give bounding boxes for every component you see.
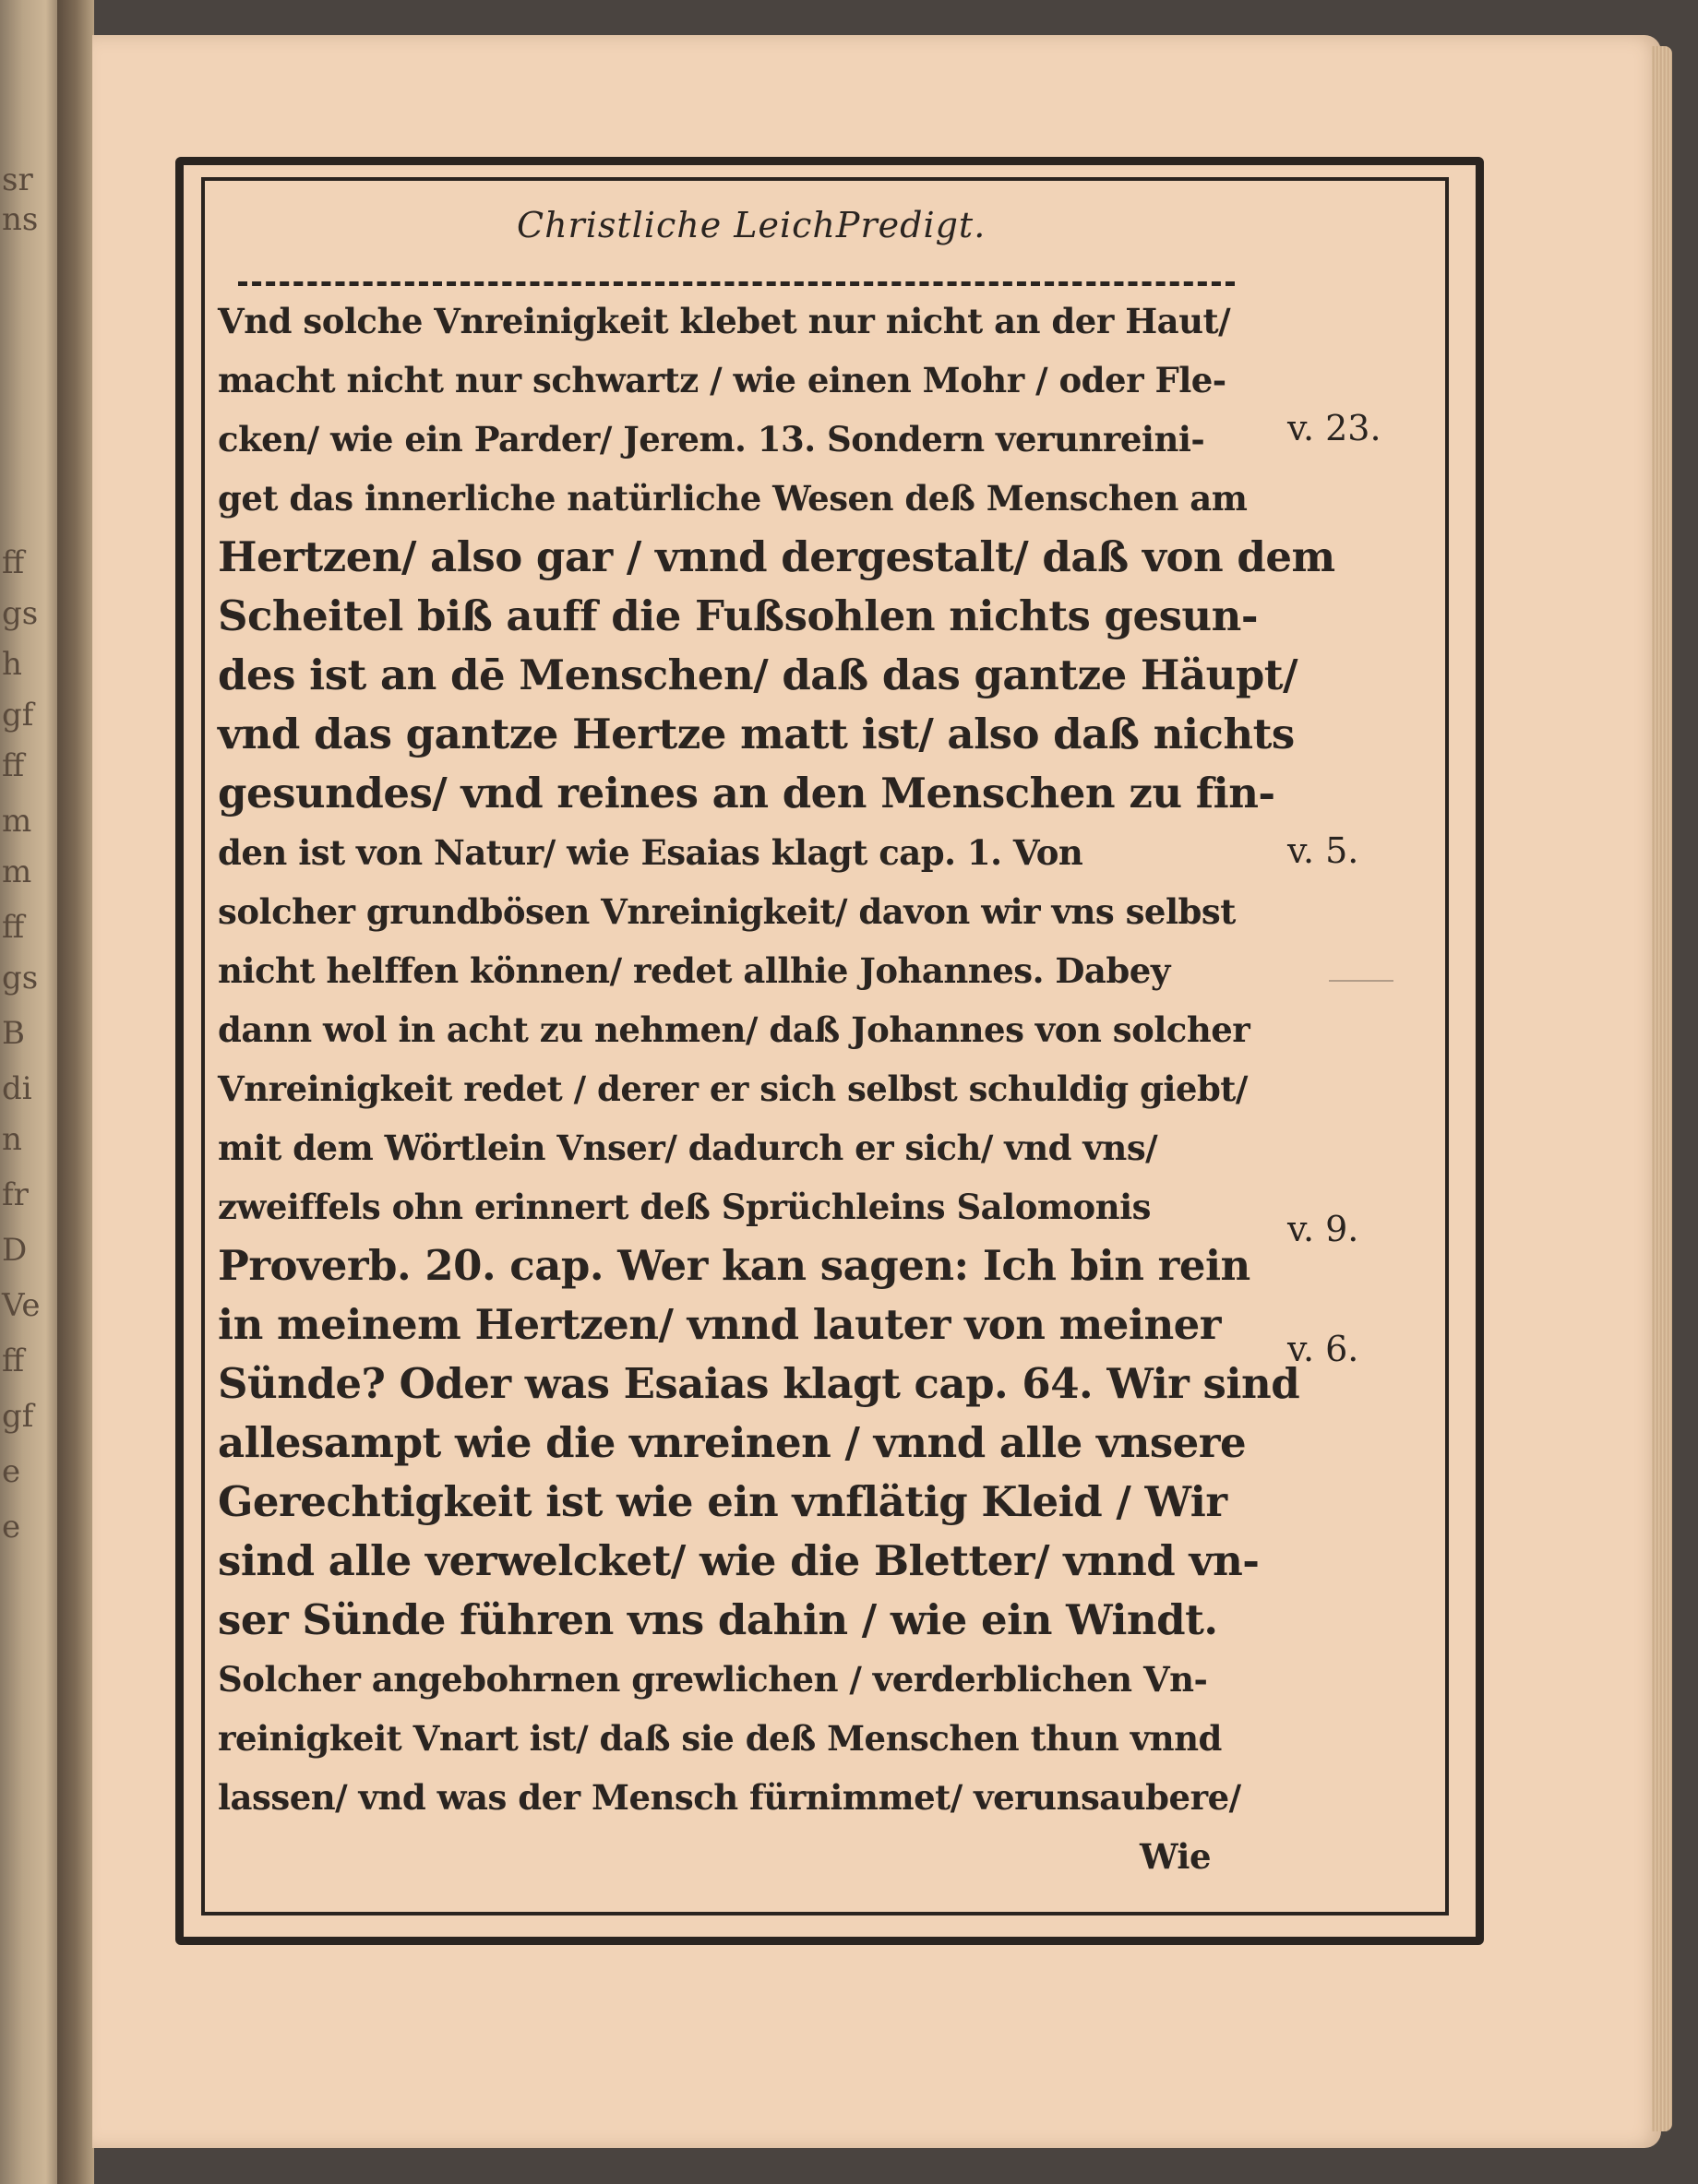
facing-page-fragment: gf [2,1398,34,1435]
margin-reference: v. 6. [1287,1329,1359,1369]
text-line: sind alle verwelcket/ wie die Bletter/ vnnd vn- [218,1536,1260,1585]
text-line: Hertzen/ also gar / vnnd dergestalt/ daß von dem [218,532,1335,581]
facing-page-fragment: Ve [2,1287,41,1324]
facing-page-fragment: ff [2,544,25,581]
text-line: zweiffels ohn erinnert deß Sprüchleins Salomonis [218,1187,1151,1227]
facing-page-fragment: D [2,1232,28,1269]
text-line: gesundes/ vnd reines an den Menschen zu fin- [218,769,1275,818]
head-rule [238,281,1235,286]
facing-page-edge [0,0,57,2184]
facing-page-fragment: B [2,1015,25,1052]
facing-page-fragment: ff [2,1343,25,1379]
text-line: mit dem Wörtlein Vnser/ dadurch er sich/ vnd vns/ [218,1128,1158,1168]
text-line: Sünde? Oder was Esaias klagt cap. 64. Wir sind [218,1359,1300,1408]
text-line: des ist an dē Menschen/ daß das gantze Häupt/ [218,650,1297,699]
catchword: Wie [1140,1836,1211,1877]
margin-reference: v. 23. [1287,408,1381,448]
facing-page-fragment: ns [2,201,39,238]
text-line: Vnreinigkeit redet / derer er sich selbst schuldig giebt/ [218,1068,1248,1109]
facing-page-fragment: sr [2,161,33,198]
facing-page-fragment: gf [2,697,34,734]
margin-reference: v. 9. [1287,1209,1359,1249]
facing-page-fragment: fr [2,1176,29,1213]
facing-page-fragment: ff [2,909,25,946]
facing-page-fragment: ff [2,747,25,784]
facing-page-fragment: n [2,1121,22,1158]
text-line: Scheitel biß auff die Fußsohlen nichts gesun- [218,591,1259,640]
text-line: den ist von Natur/ wie Esaias klagt cap. 1. Von [218,832,1083,873]
facing-page-fragment: e [2,1453,21,1490]
text-line: ser Sünde führen vns dahin / wie ein Windt. [218,1595,1218,1644]
text-line: Gerechtigkeit ist wie ein vnflätig Kleid / Wir [218,1477,1227,1526]
facing-page-fragment: h [2,646,22,683]
facing-page-fragment: gs [2,595,39,632]
text-line: reinigkeit Vnart ist/ daß sie deß Menschen thun vnnd [218,1718,1222,1759]
text-line: vnd das gantze Hertze matt ist/ also daß nichts [218,710,1295,758]
page-block-edges [1652,46,1672,2131]
text-line: solcher grundbösen Vnreinigkeit/ davon wir vns selbst [218,891,1236,932]
facing-page-fragment: e [2,1509,21,1546]
text-line: allesampt wie die vnreinen / vnnd alle vnsere [218,1418,1247,1467]
text-line: get das innerliche natürliche Wesen deß Menschen am [218,478,1248,519]
pencil-mark [1329,980,1393,982]
text-line: Vnd solche Vnreinigkeit klebet nur nicht an der Haut/ [218,301,1231,341]
text-line: nicht helffen können/ redet allhie Johannes. Dabey [218,950,1170,991]
text-line: lassen/ vnd was der Mensch fürnimmet/ verunsaubere/ [218,1777,1241,1818]
text-line: macht nicht nur schwartz / wie einen Mohr / oder Fle- [218,360,1226,400]
facing-page-fragment: di [2,1070,32,1107]
facing-page-fragment: m [2,803,32,840]
text-line: Solcher angebohrnen grewlichen / verderblichen Vn- [218,1659,1208,1700]
text-line: cken/ wie ein Parder/ Jerem. 13. Sondern verunreini- [218,419,1205,459]
text-line: dann wol in acht zu nehmen/ daß Johannes von solcher [218,1009,1250,1050]
margin-reference: v. 5. [1287,830,1359,871]
text-line: Proverb. 20. cap. Wer kan sagen: Ich bin rein [218,1241,1250,1290]
book-gutter [57,0,94,2184]
facing-page-fragment: m [2,853,32,890]
text-line: in meinem Hertzen/ vnnd lauter von meiner [218,1300,1222,1349]
facing-page-fragment: gs [2,960,39,997]
running-head: Christliche LeichPredigt. [517,205,987,245]
